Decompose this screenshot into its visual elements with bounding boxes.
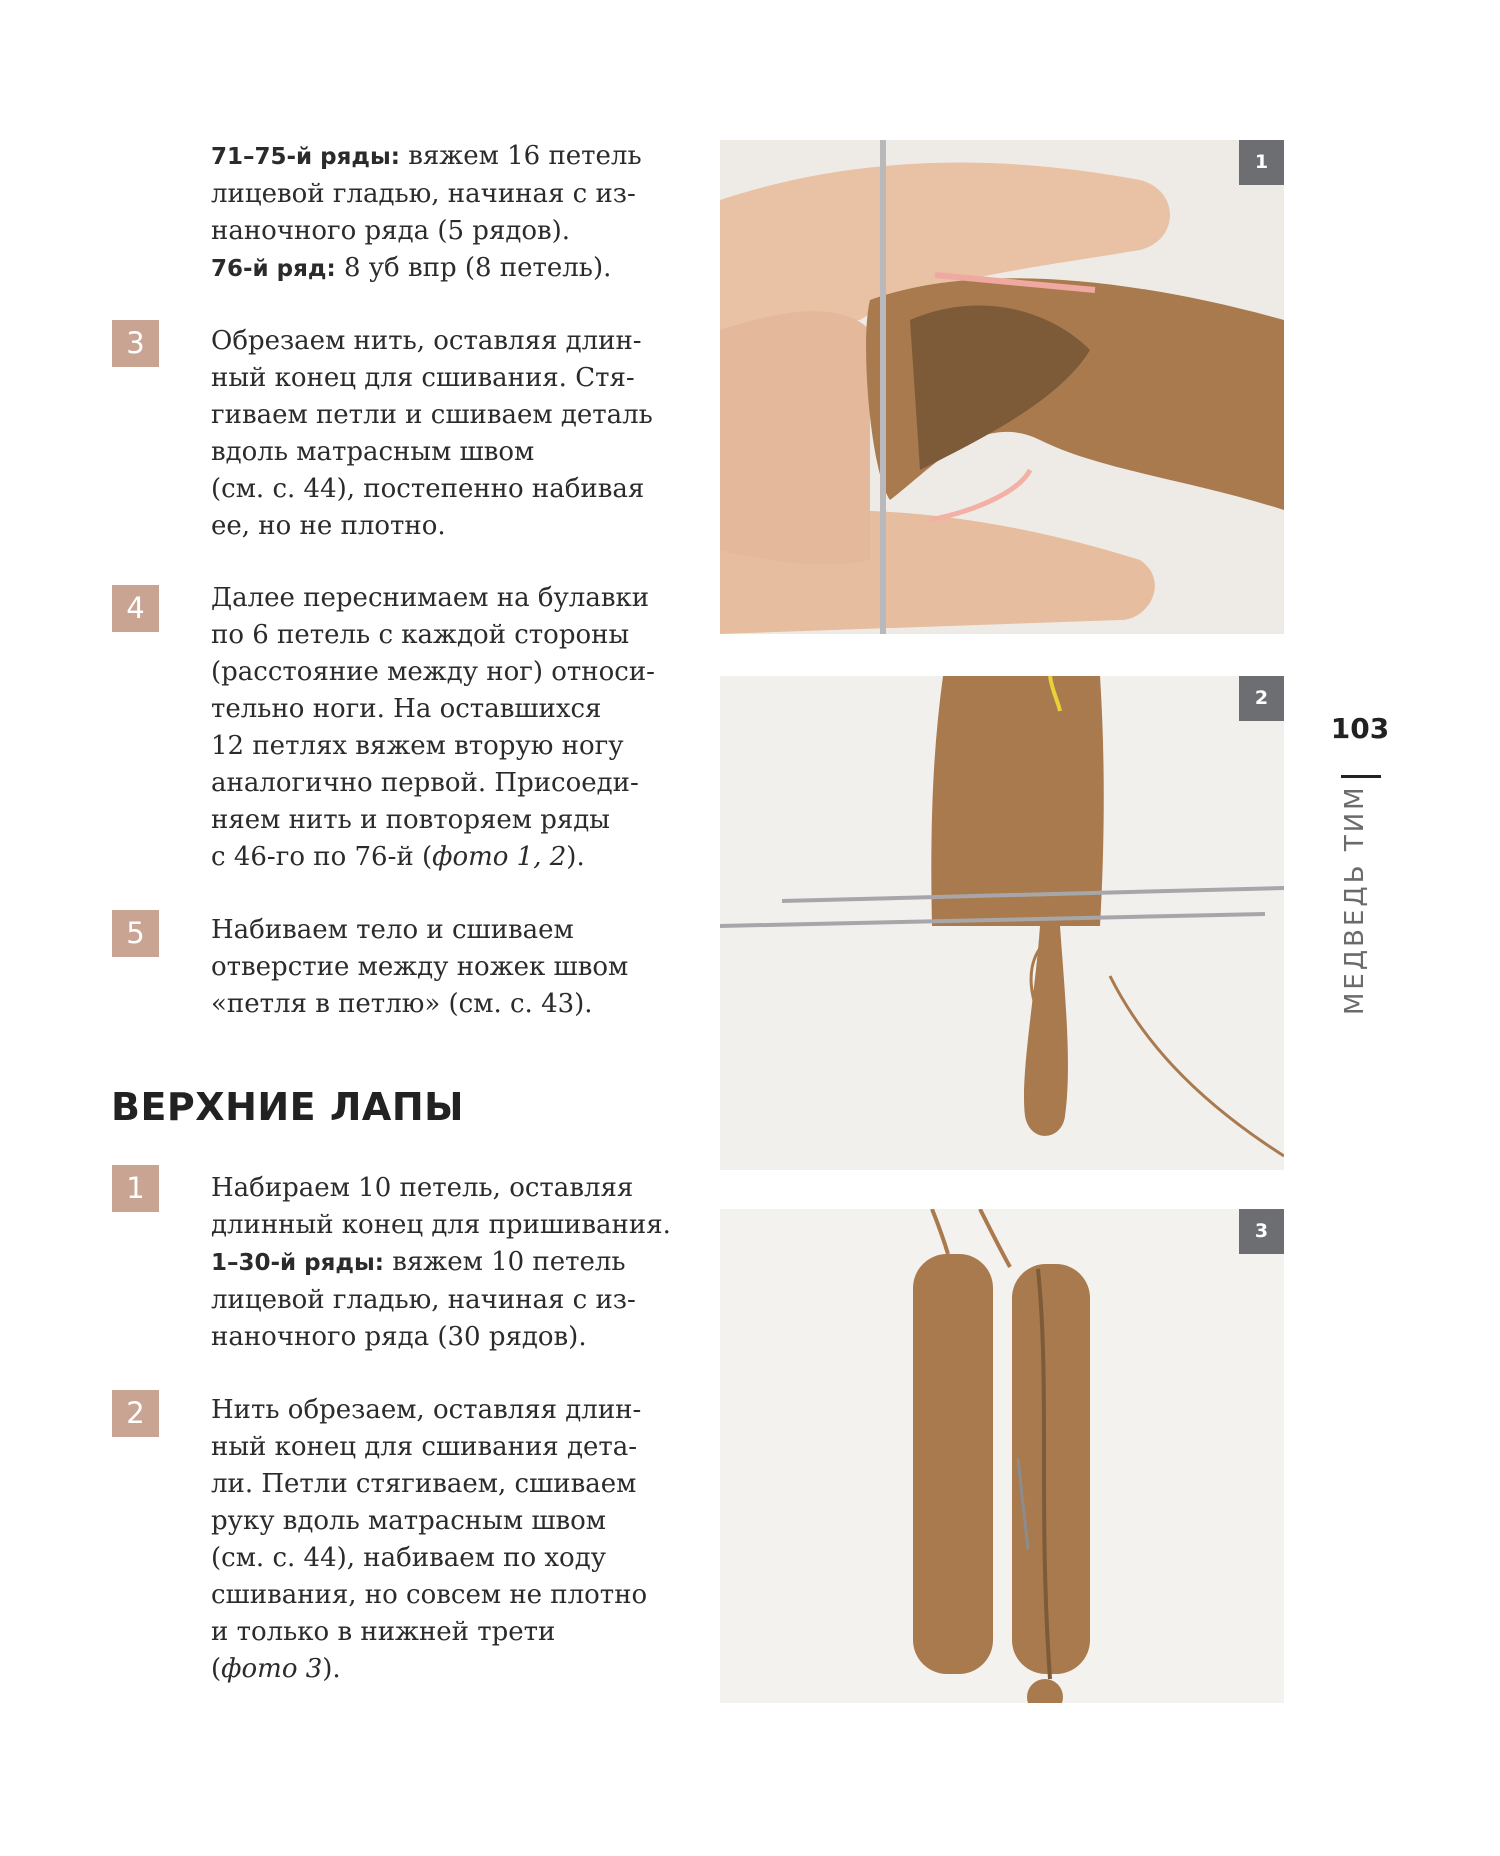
text-segment: Обрезаем нить, оставляя длин- [211,326,642,356]
text-line [211,1207,681,1244]
text-segment: вдоль матрасным швом [211,437,535,467]
text-line [211,397,681,434]
text-segment: ли. Петли стягиваем, сшиваем [211,1469,637,1499]
text-line [211,912,681,949]
photo-number-badge: 2 [1239,676,1284,721]
text-line [211,949,681,986]
text-segment: вяжем 10 петель [383,1247,626,1277]
text-line [211,654,681,691]
text-segment: аналогично первой. Присоеди- [211,768,639,798]
text-line [211,1577,681,1614]
photo-number-badge: 1 [1239,140,1284,185]
text-line [211,1244,681,1282]
step-text [211,1392,681,1688]
text-segment: «петля в петлю» (см. с. 43). [211,989,593,1019]
step-number-badge: 2 [112,1390,159,1437]
text-line [211,434,681,471]
text-segment: и только в нижней трети [211,1617,556,1647]
text-segment: гиваем петли и сшиваем деталь [211,400,653,430]
text-line [211,176,681,213]
text-segment: наночного ряда (5 рядов). [211,216,571,246]
text-segment: Набираем 10 петель, оставляя [211,1173,634,1203]
text-line [211,986,681,1023]
text-segment: 12 петлях вяжем вторую ногу [211,731,624,761]
text-line [211,360,681,397]
photo-3-illustration [720,1209,1284,1703]
text-segment: отверстие между ножек швом [211,952,629,982]
text-segment: Нить обрезаем, оставляя длин- [211,1395,642,1425]
text-segment: Набиваем тело и сшиваем [211,915,574,945]
text-segment: лицевой гладью, начиная с из- [211,1285,636,1315]
text-line [211,1614,681,1651]
text-line [211,691,681,728]
text-line [211,1429,681,1466]
step-number-badge: 1 [112,1165,159,1212]
text-segment: (см. с. 44), постепенно набивая [211,474,645,504]
bold-label: 71–75-й ряды: [211,144,400,170]
text-segment: лицевой гладью, начиная с из- [211,179,636,209]
text-line [211,580,681,617]
step-text [211,912,681,1023]
text-line [211,617,681,654]
text-line [211,1503,681,1540]
text-segment: ный конец для сшивания дета- [211,1432,638,1462]
text-segment: наночного ряда (30 рядов). [211,1322,587,1352]
text-line [211,471,681,508]
text-line [211,1319,681,1356]
text-line [211,508,681,545]
step-number-badge: 4 [112,585,159,632]
page-number-rule [1341,775,1381,778]
photo-knitting-leg-on-needle [720,140,1284,634]
step-text [211,580,681,876]
text-segment: ). [566,842,585,872]
step-text [211,323,681,545]
section-heading: ВЕРХНИЕ ЛАПЫ [111,1085,465,1129]
page-number: 103 [1330,712,1390,745]
photo-1-illustration [720,140,1284,634]
text-line [211,765,681,802]
text-segment: Далее переснимаем на булавки [211,583,650,613]
text-segment: (см. с. 44), набиваем по ходу [211,1543,607,1573]
text-segment: 8 уб впр (8 петель). [335,253,612,283]
italic-ref: фото 3 [221,1654,323,1684]
text-line [211,138,681,176]
text-segment: вяжем 16 петель [400,141,642,171]
text-line [211,728,681,765]
text-line [211,1651,681,1688]
text-line [211,250,681,288]
text-line [211,213,681,250]
photo-knitted-legs [720,676,1284,1170]
bold-label: 76-й ряд: [211,256,336,282]
text-line [211,802,681,839]
running-title: МЕДВЕДЬ ТИМ [1340,784,1370,1015]
italic-ref: фото 1, 2 [432,842,567,872]
step-number-badge: 5 [112,910,159,957]
step-number-badge: 3 [112,320,159,367]
text-segment: тельно ноги. На оставшихся [211,694,602,724]
text-segment: (расстояние между ног) относи- [211,657,655,687]
step-text [211,1170,681,1356]
text-segment: ). [322,1654,341,1684]
text-segment: по 6 петель с каждой стороны [211,620,630,650]
text-segment: ный конец для сшивания. Стя- [211,363,635,393]
text-segment: с 46-го по 76-й ( [211,842,433,872]
text-segment: руку вдоль матрасным швом [211,1506,607,1536]
text-segment: няем нить и повторяем ряды [211,805,610,835]
intro-text [211,138,681,288]
text-line [211,1392,681,1429]
text-line [211,1466,681,1503]
photo-number-badge: 3 [1239,1209,1284,1254]
text-segment: ее, но не плотно. [211,511,446,541]
text-segment: длинный конец для пришивания. [211,1210,671,1240]
text-line [211,1540,681,1577]
photo-2-illustration [720,676,1284,1170]
text-line [211,1170,681,1207]
text-line [211,323,681,360]
text-segment: сшивания, но совсем не плотно [211,1580,648,1610]
text-line [211,839,681,876]
text-line [211,1282,681,1319]
bold-label: 1–30-й ряды: [211,1250,384,1276]
text-segment: ( [211,1654,222,1684]
photo-knitted-arms [720,1209,1284,1703]
